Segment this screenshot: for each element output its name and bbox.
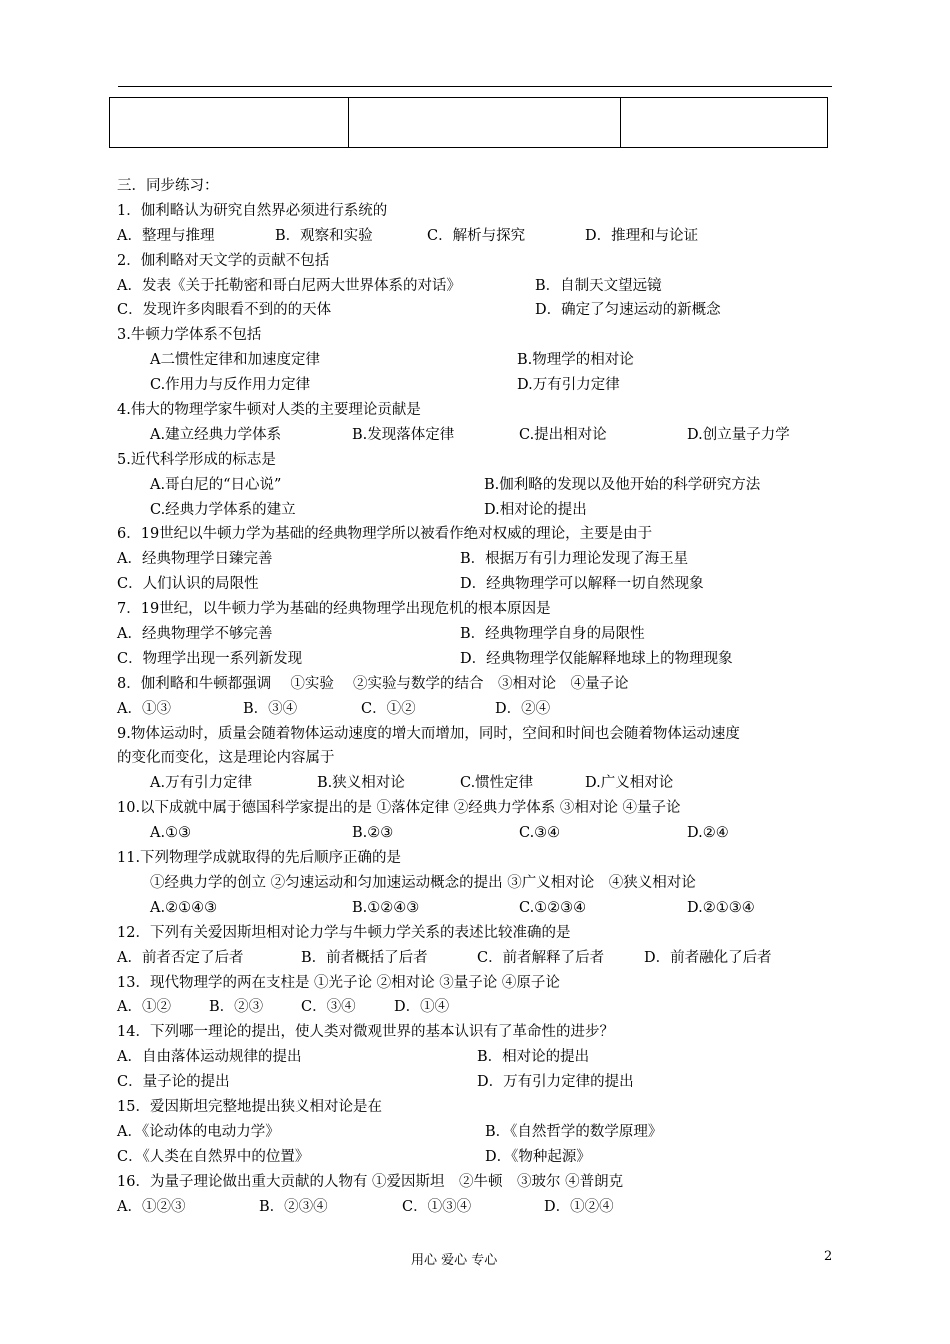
option-row — [117, 622, 842, 647]
option: A.建立经典力学体系 — [150, 426, 282, 443]
option: C.①②③④ — [519, 899, 587, 916]
option: C．量子论的提出 — [117, 1074, 230, 1091]
option: C．①③④ — [402, 1198, 472, 1215]
option-row — [117, 647, 842, 672]
option-row — [117, 1195, 842, 1220]
option: A．①③ — [117, 700, 171, 717]
option: B．经典物理学自身的局限性 — [460, 626, 645, 643]
option-row — [117, 896, 842, 921]
question-stem: 3.牛顿力学体系不包括 — [117, 327, 262, 344]
option: C.作用力与反作用力定律 — [150, 377, 311, 394]
option: D．《物种起源》 — [485, 1148, 591, 1165]
option: A.哥白尼的“日心说” — [150, 476, 282, 493]
option: D．确定了匀速运动的新概念 — [535, 302, 721, 319]
option: B.狭义相对论 — [317, 775, 405, 792]
option: B．观察和实验 — [275, 227, 373, 244]
option: B.①②④③ — [352, 899, 420, 916]
question-stem: 4.伟大的物理学家牛顿对人类的主要理论贡献是 — [117, 402, 421, 419]
table-cell — [110, 98, 349, 148]
option: A．经典物理学日臻完善 — [117, 551, 273, 568]
option: D.相对论的提出 — [484, 501, 587, 518]
option: C.③④ — [519, 825, 561, 842]
header-table — [109, 97, 828, 148]
question-stem: 14．下列哪一理论的提出，使人类对微观世界的基本认识有了革命性的进步？ — [117, 1024, 614, 1041]
option: D．前者融化了后者 — [644, 949, 772, 966]
option: B．相对论的提出 — [477, 1049, 590, 1066]
question-stem: 6．19世纪以牛顿力学为基础的经典物理学所以被看作绝对权威的理论，主要是由于 — [117, 526, 653, 543]
question-stem: 8．伽利略和牛顿都强调 ①实验 ②实验与数学的结合 ③相对论 ④量子论 — [117, 675, 629, 692]
option: C．物理学出现一系列新发现 — [117, 650, 303, 667]
option-row — [117, 224, 842, 249]
option-row — [117, 423, 842, 448]
section-title: 三．同步练习： — [117, 178, 219, 194]
question-stem-continued: 的变化而变化，这是理论内容属于 — [117, 750, 335, 767]
option: D．①②④ — [544, 1198, 614, 1215]
option: A．自由落体运动规律的提出 — [117, 1049, 302, 1066]
option: C.提出相对论 — [519, 426, 607, 443]
option: B.物理学的相对论 — [517, 352, 634, 369]
option: C．前者解释了后者 — [477, 949, 605, 966]
option-row — [117, 373, 842, 398]
option: A二惯性定律和加速度定律 — [150, 352, 320, 369]
question-stem: 1．伽利略认为研究自然界必须进行系统的 — [117, 202, 388, 219]
option-row — [117, 697, 842, 722]
table-cell — [621, 98, 828, 148]
option: C．《人类在自然界中的位置》 — [117, 1148, 310, 1165]
footer-motto: 用心 爱心 专心 — [411, 1253, 498, 1268]
option: B．③④ — [243, 700, 298, 717]
option-row — [117, 1045, 842, 1070]
option-row — [117, 498, 842, 523]
option: C．发现许多肉眼看不到的的天体 — [117, 302, 332, 319]
option: D．②④ — [495, 700, 551, 717]
option: A．整理与推理 — [117, 227, 215, 244]
option: D.②①③④ — [687, 899, 755, 916]
question-stem: 12．下列有关爱因斯坦相对论力学与牛顿力学关系的表述比较准确的是 — [117, 924, 571, 941]
option-row — [117, 473, 842, 498]
page-number: 2 — [824, 1249, 833, 1264]
option: A.①③ — [150, 825, 192, 842]
question-stem: 10.以下成就中属于德国科学家提出的是 ①落体定律 ②经典力学体系 ③相对论 ④量子论 — [117, 800, 681, 817]
option: B．自制天文望远镜 — [535, 277, 662, 294]
option: C．①② — [361, 700, 416, 717]
header-rule — [118, 86, 832, 87]
option-row — [117, 1120, 842, 1145]
question-stem: 9.物体运动时，质量会随着物体运动速度的增大而增加，同时，空间和时间也会随着物体运动速度 — [117, 725, 740, 742]
option: D.万有引力定律 — [517, 377, 620, 394]
option: B．前者概括了后者 — [301, 949, 428, 966]
option-row — [117, 572, 842, 597]
option: A．①②③ — [117, 1198, 186, 1215]
option: D．经典物理学仅能解释地球上的物理现象 — [460, 650, 733, 667]
question-stem: 7．19世纪，以牛顿力学为基础的经典物理学出现危机的根本原因是 — [117, 601, 551, 618]
option: C．③④ — [301, 999, 356, 1016]
option-row — [117, 946, 842, 971]
option: C．解析与探究 — [427, 227, 526, 244]
option: A．前者否定了后者 — [117, 949, 244, 966]
option: A.②①④③ — [150, 899, 218, 916]
question-stem-continued: ①经典力学的创立 ②匀速运动和匀加速运动概念的提出 ③广义相对论 ④狭义相对论 — [150, 874, 696, 891]
option-row — [117, 274, 842, 299]
question-stem: 13．现代物理学的两在支柱是 ①光子论 ②相对论 ③量子论 ④原子论 — [117, 974, 560, 991]
question-stem: 5.近代科学形成的标志是 — [117, 451, 276, 468]
option: D.②④ — [687, 825, 729, 842]
option: D.创立量子力学 — [687, 426, 790, 443]
question-stem: 2．伽利略对天文学的贡献不包括 — [117, 252, 330, 269]
exercise-section — [117, 174, 842, 1219]
option: D．经典物理学可以解释一切自然现象 — [460, 576, 704, 593]
option-row — [117, 1070, 842, 1095]
option: A．①② — [117, 999, 171, 1016]
option-row — [117, 771, 842, 796]
option-row — [117, 298, 842, 323]
option: B．根据万有引力理论发现了海王星 — [460, 551, 689, 568]
option: D.广义相对论 — [585, 775, 674, 792]
option-row — [117, 1145, 842, 1170]
option: A．《论动体的电动力学》 — [117, 1123, 280, 1140]
option-row — [117, 547, 842, 572]
option-row — [117, 348, 842, 373]
option: A．经典物理学不够完善 — [117, 626, 273, 643]
option: B．《自然哲学的数学原理》 — [485, 1123, 663, 1140]
option: A．发表《关于托勒密和哥白尼两大世界体系的对话》 — [117, 277, 461, 294]
option: B.发现落体定律 — [352, 426, 455, 443]
table-cell — [349, 98, 621, 148]
question-stem: 16．为量子理论做出重大贡献的人物有 ①爱因斯坦 ②牛顿 ③玻尔 ④普朗克 — [117, 1173, 624, 1190]
question-stem: 11.下列物理学成就取得的先后顺序正确的是 — [117, 850, 402, 867]
option: A.万有引力定律 — [150, 775, 253, 792]
option: C.惯性定律 — [460, 775, 534, 792]
option: B．②③ — [209, 999, 264, 1016]
option: B.伽利略的发现以及他开始的科学研究方法 — [484, 476, 761, 493]
option: D．万有引力定律的提出 — [477, 1074, 634, 1091]
option: C．人们认识的局限性 — [117, 576, 259, 593]
option: C.经典力学体系的建立 — [150, 501, 296, 518]
option-row — [117, 995, 842, 1020]
question-stem: 15．爱因斯坦完整地提出狭义相对论是在 — [117, 1098, 382, 1115]
option: B.②③ — [352, 825, 394, 842]
option-row — [117, 821, 842, 846]
option: D．①④ — [394, 999, 450, 1016]
option: D．推理和与论证 — [585, 227, 699, 244]
option: B．②③④ — [259, 1198, 328, 1215]
